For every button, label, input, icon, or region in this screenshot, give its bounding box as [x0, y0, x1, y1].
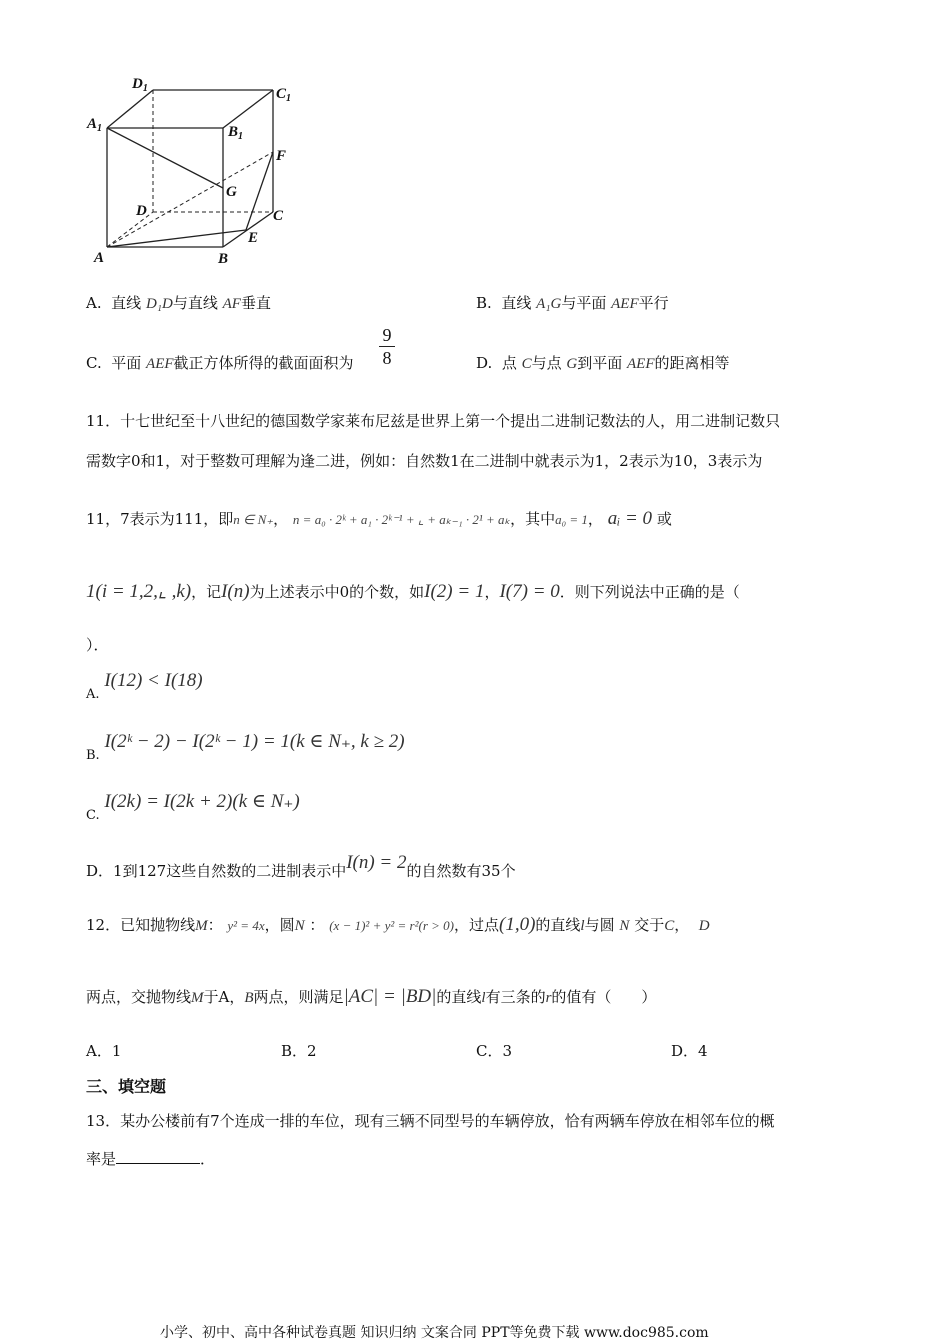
section-heading: 三、填空题	[86, 1077, 167, 1096]
q13-line-2: 率是 ．	[86, 1150, 216, 1168]
cube-figure	[80, 70, 320, 270]
q10-option-c: C. 平面 AEF截正方体所得的截面面积为	[86, 354, 354, 372]
q11-option-d: D．1到127这些自然数的二进制表示中I(n) = 2的自然数有35个	[86, 852, 516, 880]
q11-line-3: 11，7表示为111，即n ∈ N₊， n = a₀ · 2ᵏ + a₁ · 2ᵏ⁻¹ + ⌞ + aₖ₋₁ · 2¹ + aₖ，其中a₀ = 1， aᵢ = 0 或	[86, 508, 672, 529]
label-E: E	[248, 230, 259, 246]
label-A: A	[94, 250, 105, 266]
label-G: G	[226, 184, 237, 200]
q13-line-1: 13．某办公楼前有7个连成一排的车位，现有三辆不同型号的车辆停放，恰有两辆车停放在相邻车位的概	[86, 1112, 775, 1130]
fraction-9-8: 9 8	[379, 324, 395, 369]
q12-option-a: A．1	[86, 1042, 122, 1060]
q12-line-2: 两点，交抛物线M于A，B两点，则满足|AC| = |BD|的直线l有三条的r的值有（ ）	[86, 986, 657, 1007]
q10-option-a: A. 直线 D₁D与直线 AF垂直	[86, 294, 271, 312]
q10-option-b: B. 直线 A₁G与平面 AEF平行	[476, 294, 669, 312]
q11-option-c: C. I(2k) = I(2k + 2)(k ∈ N₊)	[86, 791, 300, 823]
q10-option-d: D. 点 C与点 G到平面 AEF的距离相等	[476, 354, 730, 372]
q11-line-4: 1(i = 1,2,⌞ ,k)，记I(n)为上述表示中0的个数，如I(2) = 1，I(7) = 0．则下列说法中正确的是（	[86, 581, 740, 602]
label-F: F	[276, 148, 287, 164]
q11-line-1: 11．十七世纪至十八世纪的德国数学家莱布尼兹是世界上第一个提出二进制记数法的人，用二进制记数只	[86, 412, 781, 430]
q12-line-1: 12．已知抛物线M： y² = 4x，圆N ： (x − 1)² + y² = r²(r > 0)，过点(1,0)的直线l与圆 N 交于C， D	[86, 914, 710, 935]
q12-option-c: C．3	[476, 1042, 513, 1060]
label-C1: $C_1$	[276, 86, 292, 104]
q12-option-d: D．4	[671, 1042, 708, 1060]
label-C: C	[273, 208, 284, 224]
q11-line-2: 需数字0和1，对于整数可理解为逢二进，例如：自然数1在二进制中就表示为1，2表示为10，3表示为	[86, 452, 763, 470]
label-B1: $B_1$	[228, 124, 244, 142]
label-A1: $A_1$	[87, 116, 103, 134]
q11-option-b: B. I(2ᵏ − 2) − I(2ᵏ − 1) = 1(k ∈ N₊, k ≥ 2)	[86, 731, 405, 763]
q11-option-a: A. I(12) < I(18)	[86, 670, 203, 702]
answer-blank[interactable]	[116, 1151, 200, 1164]
label-D: D	[136, 203, 147, 219]
q12-option-b: B．2	[281, 1042, 317, 1060]
page-footer: 小学、初中、高中各种试卷真题 知识归纳 文案合同 PPT等免费下载 www.doc985.com	[160, 1325, 709, 1341]
label-D1: $D_1$	[132, 76, 148, 94]
label-B: B	[218, 251, 229, 267]
q11-line-5: ）．	[86, 636, 109, 654]
